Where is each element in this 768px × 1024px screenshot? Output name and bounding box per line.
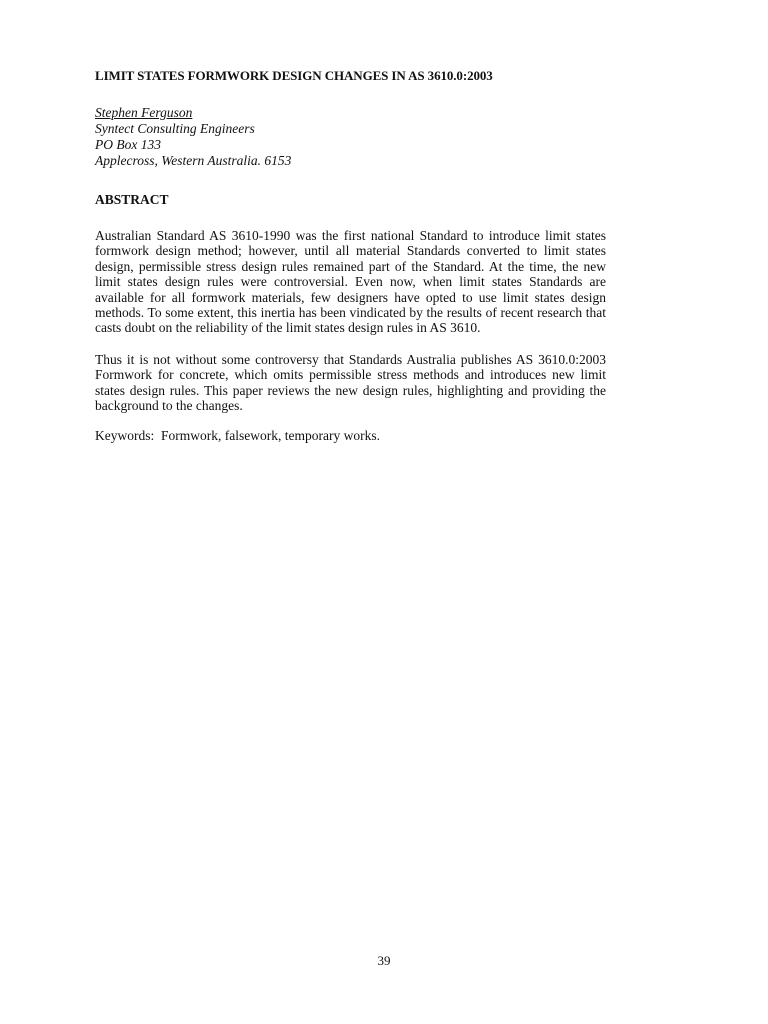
paper-title: LIMIT STATES FORMWORK DESIGN CHANGES IN AS 3610.0:2003: [95, 68, 493, 83]
author-affiliation: Syntect Consulting Engineers: [95, 121, 255, 136]
abstract-paragraph-1: Australian Standard AS 3610-1990 was the first national Standard to introduce limit states formwork design method; however, until all material Standards converted to limit states design, permissible stress design rules remained part of the Standard. At the time, the new limit states design rules were controversial. Even now, when limit states Standards are available for all formwork materials, few designers have opted to use limit states design methods. To some extent, this inertia has been vindicated by the results of recent research that casts doubt on the reliability of the limit states design rules in AS 3610.: [95, 228, 606, 336]
author-address-line-2: Applecross, Western Australia. 6153: [95, 153, 292, 168]
author-address-line-1: PO Box 133: [95, 137, 161, 152]
abstract-heading: ABSTRACT: [95, 192, 169, 207]
keywords-line: Keywords: Formwork, falsework, temporary works.: [95, 428, 380, 444]
page-content: [95, 68, 606, 444]
page-number: 39: [377, 953, 391, 968]
author-block: [95, 105, 606, 169]
abstract-paragraph-2: Thus it is not without some controversy that Standards Australia publishes AS 3610.0:2003 Formwork for concrete, which omits permissible stress methods and introduces new limit states design rules. This paper reviews the new design rules, highlighting and providing the background to the changes.: [95, 351, 606, 414]
author-name: Stephen Ferguson: [95, 105, 193, 120]
